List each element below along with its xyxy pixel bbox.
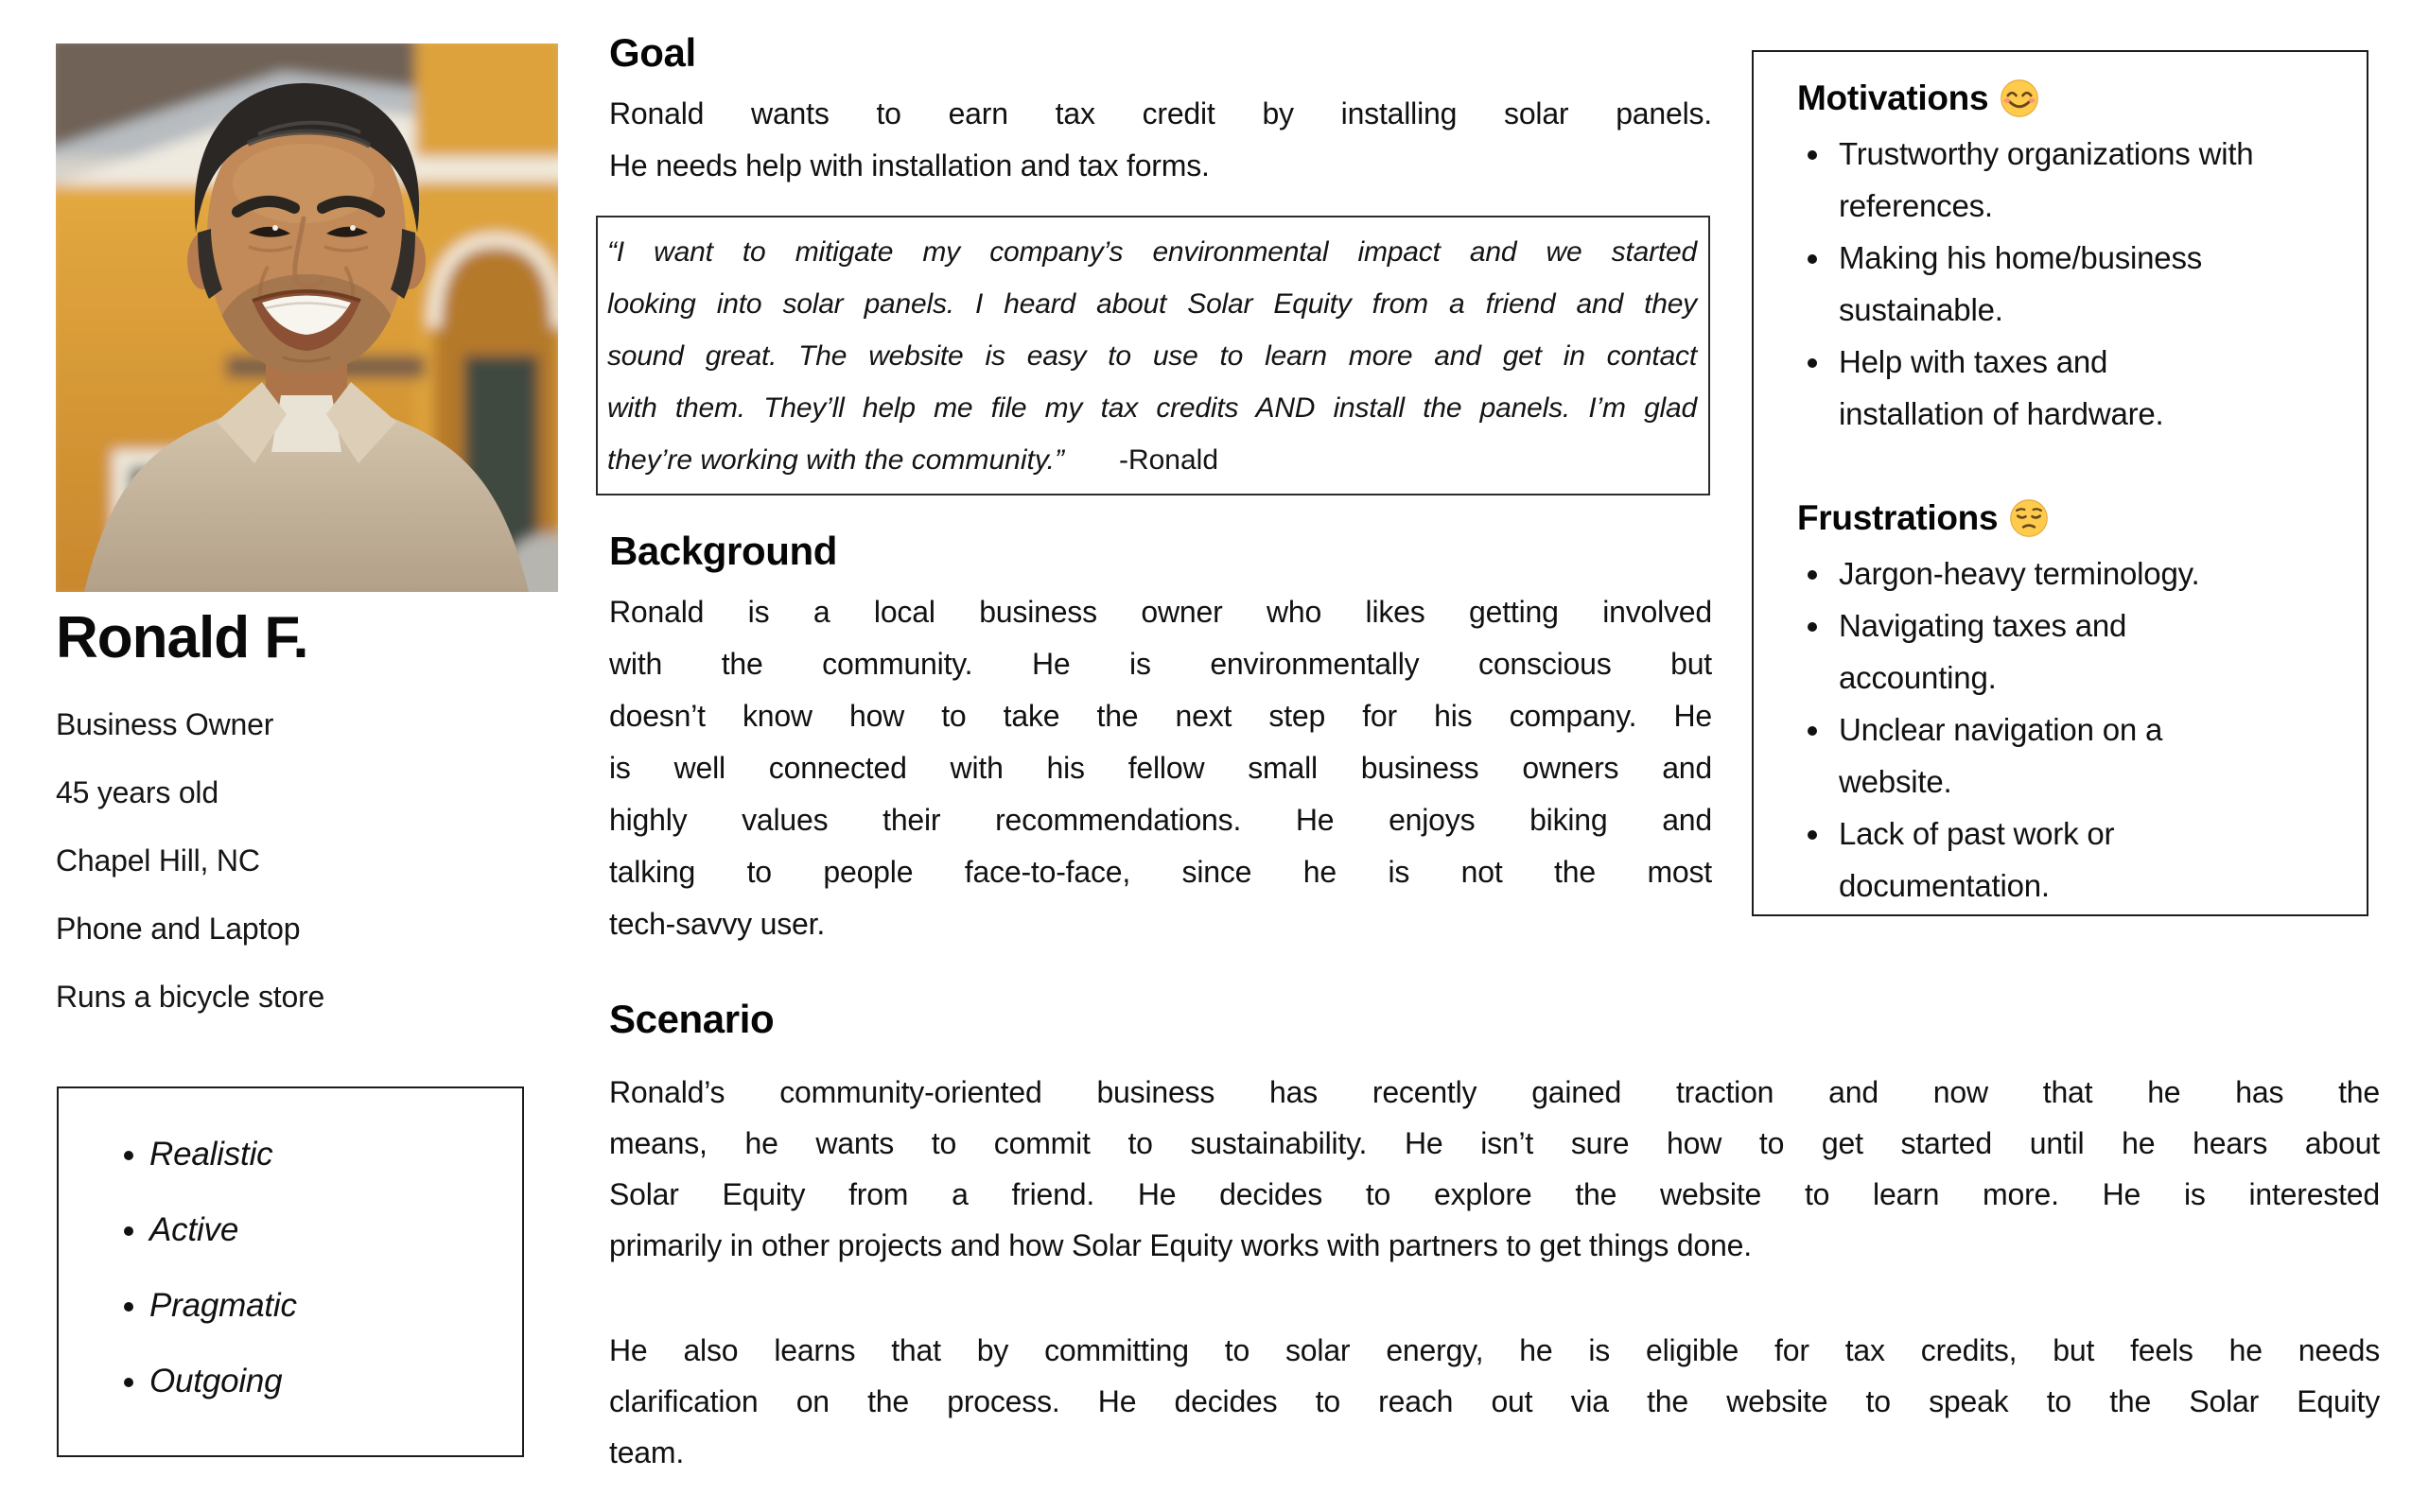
text-line: 45 years old — [56, 775, 218, 809]
profile-details-list — [56, 709, 324, 1012]
profile-photo-illustration — [56, 43, 558, 592]
text-line: talking to people face-to-face, since he is not the most — [609, 855, 1712, 889]
motivations-heading — [1797, 77, 2348, 120]
text-line: doesn’t know how to take the next step for his company. He — [609, 699, 1712, 733]
personality-traits-list — [59, 1138, 522, 1398]
personality-traits-box — [57, 1086, 524, 1457]
text-line: sound great. The website is easy to use to learn more and get in contact — [607, 340, 1697, 372]
list-item: • Making his home/business sustainable. — [1833, 232, 2261, 336]
scenario-paragraph-2 — [609, 1325, 2380, 1478]
text-line: highly values their recommendations. He enjoys biking and — [609, 803, 1712, 837]
frustrations-heading — [1797, 496, 2348, 540]
text-line: team. — [609, 1435, 685, 1469]
pensive-face-emoji-icon — [2009, 498, 2049, 538]
list-item: • Help with taxes and installation of hardware. — [1833, 336, 2261, 440]
scenario-heading: Scenario — [609, 997, 775, 1041]
background-heading: Background — [609, 529, 838, 573]
list-item: • Jargon-heavy terminology. — [1833, 547, 2261, 600]
frustrations-list — [1797, 547, 2348, 912]
motivations-list — [1797, 128, 2348, 440]
quote-text — [607, 226, 1697, 434]
text-line: means, he wants to commit to sustainability. He isn’t sure how to get started until he hears about — [609, 1126, 2380, 1160]
text-line: He also learns that by committing to solar energy, he is eligible for tax credits, but feels he needs — [609, 1333, 2380, 1367]
text-line: with the community. He is environmentally conscious but — [609, 647, 1712, 681]
text-line: Ronald’s community-oriented business has recently gained traction and now that he has the — [609, 1075, 2380, 1109]
frustrations-heading-label: Frustrations — [1797, 498, 1999, 537]
quote-last-line — [607, 434, 1697, 486]
text-line: Ronald is a local business owner who likes getting involved — [609, 595, 1712, 629]
list-item: • Outgoing — [149, 1364, 522, 1398]
text-line: Chapel Hill, NC — [56, 843, 260, 878]
scenario-paragraph-1 — [609, 1067, 2380, 1271]
text-line: primarily in other projects and how Solar Equity works with partners to get things done. — [609, 1228, 1752, 1262]
list-item: • Unclear navigation on a website. — [1833, 704, 2261, 808]
background-text — [609, 586, 1712, 950]
goal-text — [609, 88, 1712, 192]
profile-photo — [56, 43, 558, 592]
text-line: Runs a bicycle store — [56, 980, 325, 1014]
text-line: is well connected with his fellow small business owners and — [609, 751, 1712, 785]
quote-closing-text: they’re working with the community.” — [607, 444, 1064, 476]
text-line: Business Owner — [56, 707, 274, 741]
text-line: Ronald wants to earn tax credit by installing solar panels. — [609, 96, 1712, 130]
motivations-frustrations-box — [1752, 50, 2368, 916]
quote-box — [596, 216, 1710, 495]
quote-attribution: -Ronald — [1118, 444, 1219, 476]
goal-heading: Goal — [609, 30, 696, 75]
list-item: • Trustworthy organizations with references. — [1833, 128, 2261, 232]
text-line: Phone and Laptop — [56, 912, 301, 946]
list-item: • Lack of past work or documentation. — [1833, 808, 2261, 912]
persona-name: Ronald F. — [56, 605, 308, 670]
smiling-face-emoji-icon — [2000, 78, 2039, 118]
list-item: • Realistic — [149, 1138, 522, 1171]
list-item: • Navigating taxes and accounting. — [1833, 600, 2261, 704]
list-item: • Active — [149, 1213, 522, 1246]
list-item: • Pragmatic — [149, 1289, 522, 1322]
text-line: “I want to mitigate my company’s environmental impact and we started — [607, 236, 1697, 268]
text-line: with them. They’ll help me file my tax credits AND install the panels. I’m glad — [607, 392, 1697, 424]
motivations-heading-label: Motivations — [1797, 78, 1989, 117]
text-line: tech-savvy user. — [609, 907, 826, 941]
text-line: clarification on the process. He decides to reach out via the website to speak to the Solar Equity — [609, 1384, 2380, 1418]
text-line: Solar Equity from a friend. He decides to explore the website to learn more. He is interested — [609, 1177, 2380, 1211]
text-line: looking into solar panels. I heard about Solar Equity from a friend and they — [607, 288, 1697, 320]
text-line: He needs help with installation and tax forms. — [609, 148, 1210, 182]
